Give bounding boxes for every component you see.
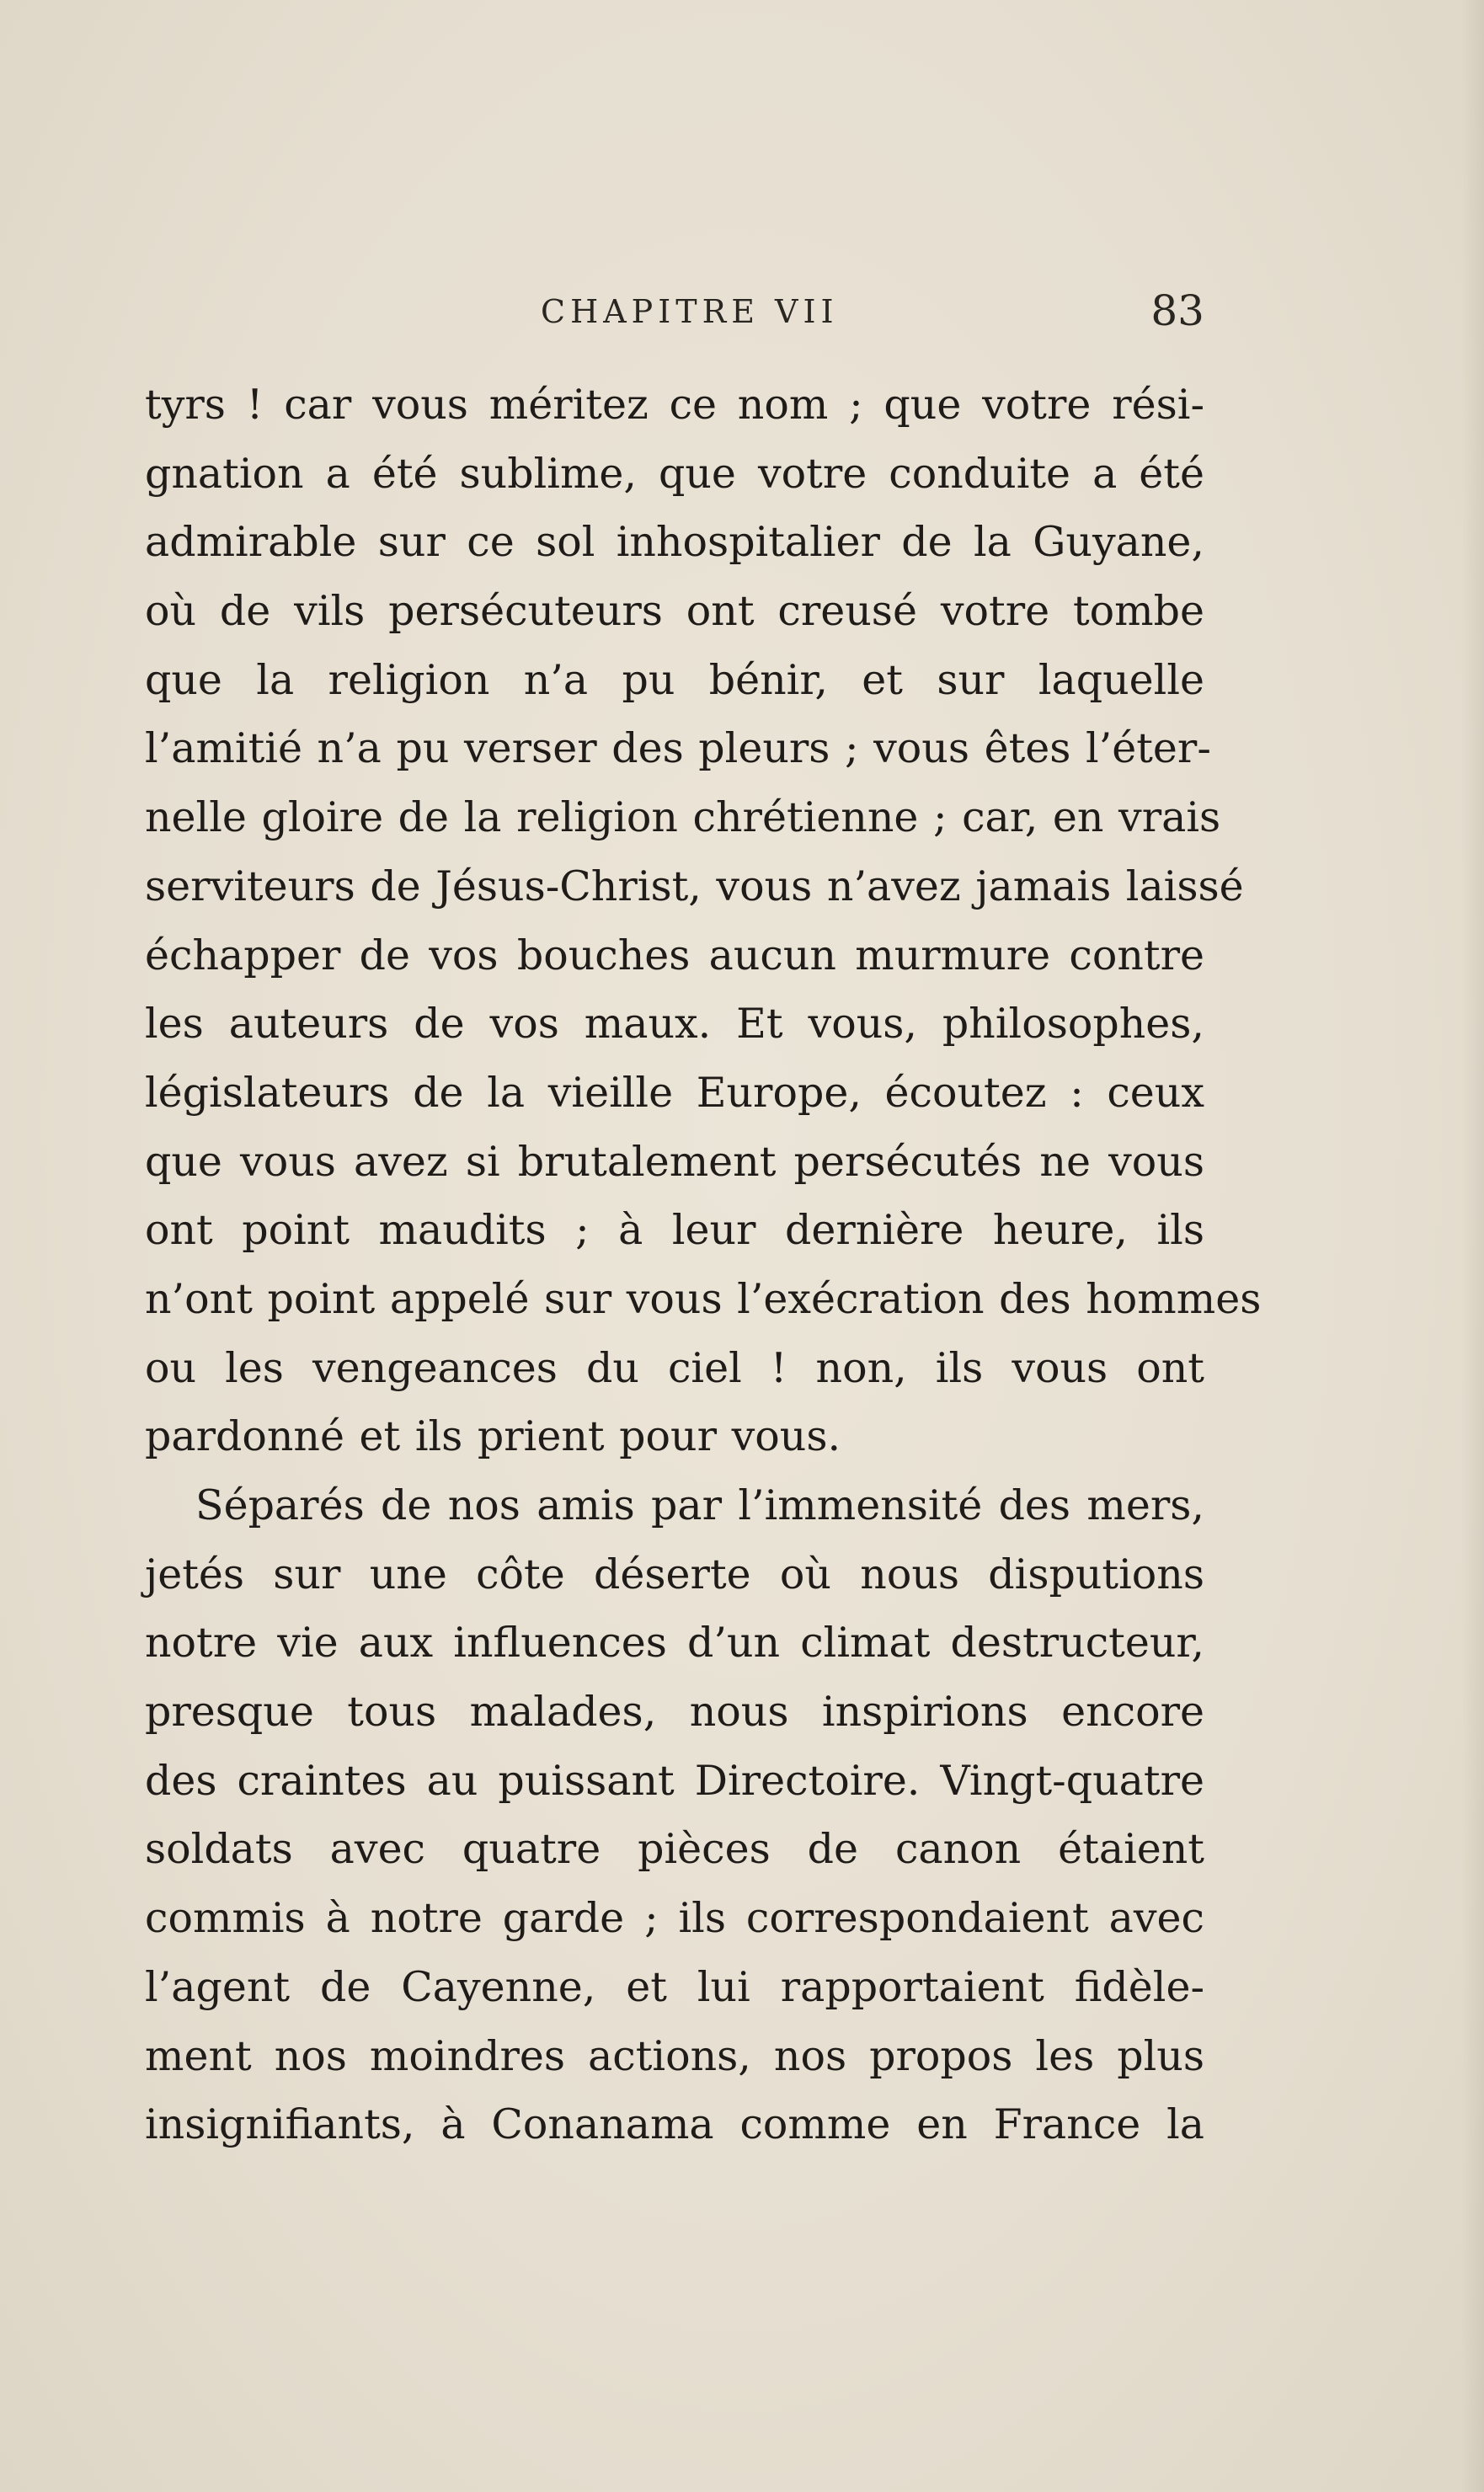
text-line: Séparés de nos amis par l’immensité des mers, [195,1481,1204,1529]
text-line: l’agent de Cayenne, et lui rapportaient fidèle- [145,1962,1204,2011]
text-line: commis à notre garde ; ils correspondaient avec [145,1894,1204,1943]
text-line: pardonné et ils prient pour vous. [145,1412,841,1461]
text-line: admirable sur ce sol inhospitalier de la Guyane, [145,518,1204,567]
text-line: ment nos moindres actions, nos propos les plus [145,2031,1204,2080]
text-line: ont point maudits ; à leur dernière heure, ils [145,1206,1204,1255]
text-line: jetés sur une côte déserte où nous disputions [145,1550,1204,1598]
text-line: notre vie aux influences d’un climat destructeur, [145,1619,1204,1668]
running-head [145,286,1204,345]
text-line: gnation a été sublime, que votre conduite a été [145,449,1204,498]
text-line: ou les vengeances du ciel ! non, ils vous ont [145,1343,1204,1392]
text-line: n’ont point appelé sur vous l’exécration des hommes [145,1274,1262,1323]
paragraph-2 [145,1471,1204,2159]
body-text [145,371,1262,2159]
text-line: des craintes au puissant Directoire. Vingt-quatre [145,1756,1204,1805]
page-edge-shadow [1461,0,1484,2492]
text-line: nelle gloire de la religion chrétienne ; car, en vrais [145,793,1221,842]
text-line: l’amitié n’a pu verser des pleurs ; vous êtes l’éter- [145,724,1211,773]
text-line: que la religion n’a pu bénir, et sur laquelle [145,655,1204,704]
text-line: insignifiants, à Conanama comme en France la [145,2100,1204,2149]
text-line: législateurs de la vieille Europe, écoutez : ceux [145,1068,1204,1117]
page-number: 83 [1150,286,1204,335]
chapter-title: CHAPITRE VII [541,293,839,330]
text-line: serviteurs de Jésus-Christ, vous n’avez jamais laissé [145,862,1244,910]
text-line: tyrs ! car vous méritez ce nom ; que votre rési- [145,381,1204,429]
text-line: soldats avec quatre pièces de canon étaient [145,1825,1204,1874]
text-line: échapper de vos bouches aucun murmure contre [145,931,1204,979]
text-line: que vous avez si brutalement persécutés ne vous [145,1137,1204,1186]
paragraph-1 [145,371,1262,1471]
text-line: les auteurs de vos maux. Et vous, philosophes, [145,1000,1204,1049]
text-line: où de vils persécuteurs ont creusé votre tombe [145,587,1204,636]
text-line: presque tous malades, nous inspirions encore [145,1688,1204,1737]
